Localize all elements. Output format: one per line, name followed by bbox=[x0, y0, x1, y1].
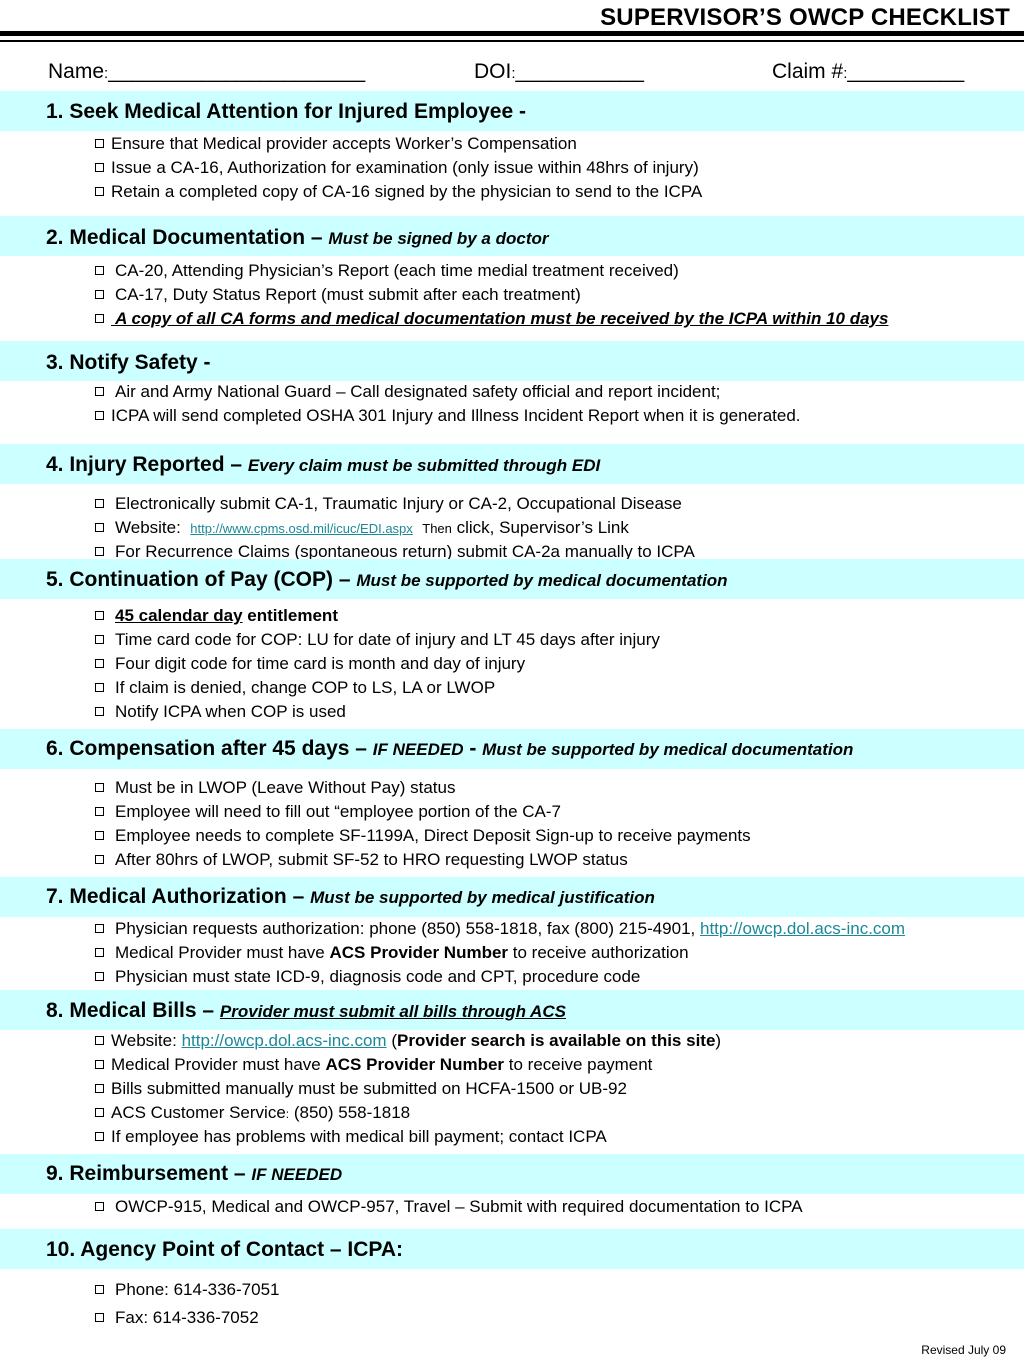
list-item[interactable]: Notify ICPA when COP is used bbox=[95, 700, 660, 724]
edi-link[interactable]: http://www.cpms.osd.mil/icuc/EDI.aspx bbox=[190, 521, 413, 536]
list-item[interactable]: Bills submitted manually must be submitted on HCFA-1500 or UB-92 bbox=[95, 1077, 721, 1101]
doi-label: DOI bbox=[474, 60, 512, 83]
checkbox-icon[interactable] bbox=[95, 972, 104, 981]
list-item[interactable]: Issue a CA-16, Authorization for examination (only issue within 48hrs of injury) bbox=[95, 156, 702, 180]
section-9-title: 9. Reimbursement – IF NEEDED bbox=[46, 1162, 343, 1185]
section-10-list bbox=[95, 1276, 279, 1332]
checkbox-icon[interactable] bbox=[95, 924, 104, 933]
list-item[interactable]: If claim is denied, change COP to LS, LA or LWOP bbox=[95, 676, 660, 700]
checkbox-icon[interactable] bbox=[95, 499, 104, 508]
list-item[interactable]: Four digit code for time card is month and day of injury bbox=[95, 652, 660, 676]
list-item[interactable]: Fax: 614-336-7052 bbox=[95, 1304, 279, 1332]
checkbox-icon[interactable] bbox=[95, 1202, 104, 1211]
section-6-list bbox=[95, 776, 751, 872]
checkbox-icon[interactable] bbox=[95, 611, 104, 620]
list-item[interactable]: For Recurrence Claims (spontaneous return) submit CA-2a manually to ICPA bbox=[95, 540, 695, 559]
list-item[interactable]: Phone: 614-336-7051 bbox=[95, 1276, 279, 1304]
checkbox-icon[interactable] bbox=[95, 1036, 104, 1045]
checkbox-icon[interactable] bbox=[95, 1132, 104, 1141]
list-item[interactable]: ICPA will send completed OSHA 301 Injury and Illness Incident Report when it is generated. bbox=[95, 404, 801, 428]
list-item[interactable]: Ensure that Medical provider accepts Worker’s Compensation bbox=[95, 132, 702, 156]
section-1-title: 1. Seek Medical Attention for Injured Employee - bbox=[46, 100, 526, 123]
list-item[interactable]: After 80hrs of LWOP, submit SF-52 to HRO requesting LWOP status bbox=[95, 848, 751, 872]
checkbox-icon[interactable] bbox=[95, 1313, 104, 1322]
checkbox-icon[interactable] bbox=[95, 707, 104, 716]
checkbox-icon[interactable] bbox=[95, 387, 104, 396]
section-4-list bbox=[95, 492, 695, 559]
list-item[interactable]: ACS Customer Service: (850) 558-1818 bbox=[95, 1101, 721, 1125]
section-6-note-2: Must be supported by medical documentation bbox=[482, 740, 854, 759]
checkbox-icon[interactable] bbox=[95, 1060, 104, 1069]
section-9-note: IF NEEDED bbox=[251, 1165, 343, 1184]
list-item[interactable]: Employee will need to fill out “employee portion of the CA-7 bbox=[95, 800, 751, 824]
checkbox-icon[interactable] bbox=[95, 1108, 104, 1117]
section-5-title: 5. Continuation of Pay (COP) – Must be supported by medical documentation bbox=[46, 568, 728, 591]
checkbox-icon[interactable] bbox=[95, 1084, 104, 1093]
doi-field[interactable]: DOI:___________ bbox=[474, 60, 644, 83]
name-blank: ______________________ bbox=[108, 60, 366, 83]
checkbox-icon[interactable] bbox=[95, 783, 104, 792]
section-3-title: 3. Notify Safety - bbox=[46, 351, 211, 374]
section-4-note: Every claim must be submitted through EDI bbox=[247, 456, 601, 475]
list-item[interactable]: If employee has problems with medical bill payment; contact ICPA bbox=[95, 1125, 721, 1149]
section-1-list bbox=[95, 132, 702, 204]
list-item[interactable]: Air and Army National Guard – Call designated safety official and report incident; bbox=[95, 380, 801, 404]
checkbox-icon[interactable] bbox=[95, 290, 104, 299]
checkbox-icon[interactable] bbox=[95, 411, 104, 420]
checkbox-icon[interactable] bbox=[95, 187, 104, 196]
list-item[interactable]: OWCP-915, Medical and OWCP-957, Travel – Submit with required documentation to ICPA bbox=[95, 1195, 803, 1219]
section-4-title: 4. Injury Reported – Every claim must be submitted through EDI bbox=[46, 453, 601, 476]
section-8-note: Provider must submit all bills through ACS bbox=[219, 1002, 566, 1021]
section-2-title: 2. Medical Documentation – Must be signed by a doctor bbox=[46, 226, 549, 249]
list-item[interactable]: Website: http://www.cpms.osd.mil/icuc/EDI.aspx Then click, Supervisor’s Link bbox=[95, 516, 695, 540]
checkbox-icon[interactable] bbox=[95, 635, 104, 644]
owcp-link[interactable]: http://owcp.dol.acs-inc.com bbox=[700, 919, 906, 938]
list-item[interactable]: Physician must state ICD-9, diagnosis code and CPT, procedure code bbox=[95, 965, 905, 989]
page-title: SUPERVISOR’S OWCP CHECKLIST bbox=[600, 4, 1010, 31]
list-item[interactable]: CA-20, Attending Physician’s Report (each time medial treatment received) bbox=[95, 259, 888, 283]
revision-note: Revised July 09 bbox=[921, 1343, 1006, 1357]
list-item[interactable]: Retain a completed copy of CA-16 signed by the physician to send to the ICPA bbox=[95, 180, 702, 204]
checkbox-icon[interactable] bbox=[95, 1285, 104, 1294]
checkbox-icon[interactable] bbox=[95, 855, 104, 864]
list-item[interactable]: Must be in LWOP (Leave Without Pay) status bbox=[95, 776, 751, 800]
list-item[interactable]: Employee needs to complete SF-1199A, Direct Deposit Sign-up to receive payments bbox=[95, 824, 751, 848]
name-field[interactable]: Name:______________________ bbox=[48, 60, 366, 83]
list-item[interactable]: Physician requests authorization: phone (850) 558-1818, fax (800) 215-4901, http://owcp.dol.acs-inc.com bbox=[95, 917, 905, 941]
section-7-note: Must be supported by medical justification bbox=[310, 888, 655, 907]
list-item[interactable]: Medical Provider must have ACS Provider Number to receive payment bbox=[95, 1053, 721, 1077]
checkbox-icon[interactable] bbox=[95, 139, 104, 148]
section-6-note: IF NEEDED bbox=[372, 740, 464, 759]
title-rule-thin bbox=[0, 40, 1024, 42]
claim-field[interactable]: Claim #:__________ bbox=[772, 60, 965, 83]
list-item[interactable]: A copy of all CA forms and medical documentation must be received by the ICPA within 10 days bbox=[95, 307, 888, 331]
section-4-clip bbox=[0, 484, 1024, 559]
section-7-title: 7. Medical Authorization – Must be supported by medical justification bbox=[46, 885, 655, 908]
section-9-list bbox=[95, 1195, 803, 1219]
section-6-title: 6. Compensation after 45 days – IF NEEDED - Must be supported by medical documentation bbox=[46, 737, 854, 760]
name-label: Name bbox=[48, 60, 105, 83]
section-2-list bbox=[95, 259, 888, 331]
claim-blank: __________ bbox=[847, 60, 965, 83]
checkbox-icon[interactable] bbox=[95, 948, 104, 957]
checkbox-icon[interactable] bbox=[95, 547, 104, 556]
section-8-list bbox=[95, 1029, 721, 1149]
title-rule-thick bbox=[0, 31, 1024, 36]
checkbox-icon[interactable] bbox=[95, 659, 104, 668]
checkbox-icon[interactable] bbox=[95, 831, 104, 840]
section-2-note: Must be signed by a doctor bbox=[328, 229, 549, 248]
acs-link[interactable]: http://owcp.dol.acs-inc.com bbox=[181, 1031, 387, 1050]
list-item[interactable]: Website: http://owcp.dol.acs-inc.com (Provider search is available on this site) bbox=[95, 1029, 721, 1053]
claim-label: Claim # bbox=[772, 60, 844, 83]
list-item[interactable]: Time card code for COP: LU for date of injury and LT 45 days after injury bbox=[95, 628, 660, 652]
list-item[interactable]: 45 calendar day entitlement bbox=[95, 604, 660, 628]
checkbox-icon[interactable] bbox=[95, 266, 104, 275]
list-item[interactable]: Electronically submit CA-1, Traumatic Injury or CA-2, Occupational Disease bbox=[95, 492, 695, 516]
list-item[interactable]: CA-17, Duty Status Report (must submit after each treatment) bbox=[95, 283, 888, 307]
list-item[interactable]: Medical Provider must have ACS Provider Number to receive authorization bbox=[95, 941, 905, 965]
doi-blank: ___________ bbox=[515, 60, 644, 83]
section-8-title: 8. Medical Bills – Provider must submit all bills through ACS bbox=[46, 999, 566, 1022]
checkbox-icon[interactable] bbox=[95, 807, 104, 816]
checkbox-icon[interactable] bbox=[95, 163, 104, 172]
checkbox-icon[interactable] bbox=[95, 314, 104, 323]
checkbox-icon[interactable] bbox=[95, 683, 104, 692]
section-5-list bbox=[95, 604, 660, 724]
section-3-list bbox=[95, 380, 801, 428]
section-5-note: Must be supported by medical documentation bbox=[356, 571, 728, 590]
section-10-title: 10. Agency Point of Contact – ICPA: bbox=[46, 1238, 404, 1261]
checkbox-icon[interactable] bbox=[95, 523, 104, 532]
section-7-list bbox=[95, 917, 905, 989]
